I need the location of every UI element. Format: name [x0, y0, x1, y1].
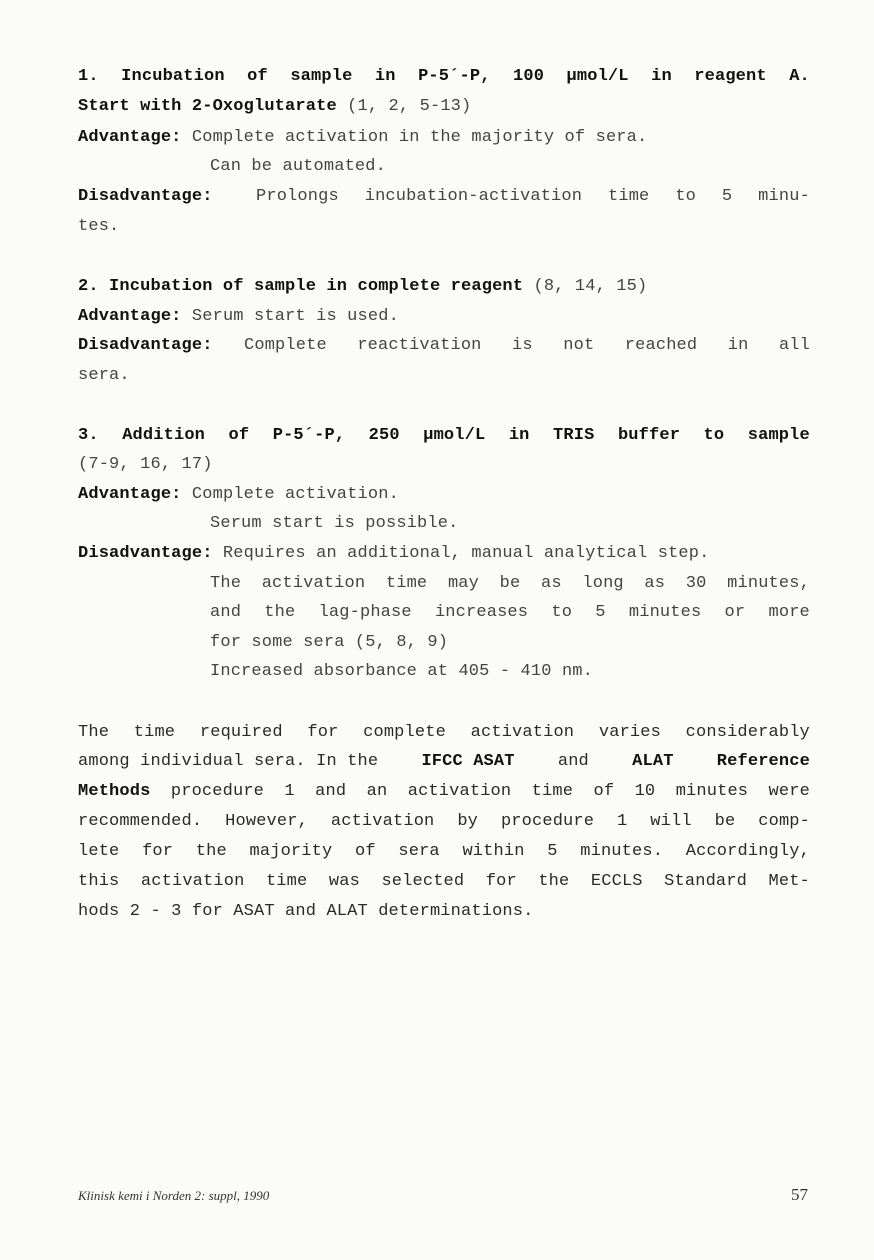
word: for [307, 723, 339, 742]
word: as [644, 574, 666, 593]
section1-advantage [78, 128, 647, 148]
section3-disadvantage-line4: for some sera (5, 8, 9) [210, 633, 449, 652]
paragraph-line5 [78, 842, 810, 862]
journal-citation: Klinisk kemi i Norden 2: suppl, 1990 [78, 1188, 270, 1203]
word: and [210, 603, 242, 622]
section3-disadvantage-line5: Increased absorbance at 405 - 410 nm. [210, 662, 594, 681]
word: P-5´-P, [272, 426, 346, 445]
word: is [512, 336, 533, 355]
word: µmol/L [423, 426, 486, 445]
word: lag-phase [318, 603, 412, 622]
section1-heading-line2 [78, 97, 471, 117]
paragraph-line7: hods 2 - 3 for ASAT and ALAT determinations. [78, 902, 534, 921]
word: 1 [617, 812, 628, 831]
word: of [228, 426, 250, 445]
section2-disadvantage-cont: sera. [78, 366, 130, 385]
word: The [210, 574, 242, 593]
word: However, [225, 812, 308, 831]
word: Complete [244, 336, 327, 355]
word: the [264, 603, 296, 622]
word: ECCLS [590, 872, 643, 891]
paragraph-line4 [78, 812, 810, 832]
disadvantage-label: Disadvantage: [78, 544, 213, 563]
word: 5 [547, 842, 558, 861]
word: as [541, 574, 562, 593]
word: Incubation [121, 67, 225, 86]
word: selected [381, 872, 465, 891]
word: 30 [685, 574, 707, 593]
word: Met- [768, 872, 810, 891]
section1-disadvantage [78, 187, 810, 207]
word: and [315, 782, 347, 801]
word: all [778, 336, 810, 355]
section3-heading-line1 [78, 426, 810, 446]
word: more [768, 603, 810, 622]
reference: Reference [716, 752, 810, 771]
disadvantage-label: Disadvantage: [78, 336, 213, 355]
word: varies [598, 723, 661, 742]
word: the [195, 842, 227, 861]
word: for [142, 842, 174, 861]
word: minutes. [580, 842, 664, 861]
word: P-5´-P, [418, 67, 491, 86]
word: time [133, 723, 176, 742]
word: activation [330, 812, 435, 831]
word: be [714, 812, 736, 831]
word: minutes [628, 603, 702, 622]
section2-heading [78, 277, 647, 297]
word: sera [398, 842, 440, 861]
section2-title: 2. Incubation of sample in complete reagent [78, 277, 524, 296]
section3-disadvantage-line3 [210, 603, 810, 623]
word: increases [434, 603, 529, 622]
word: activation [140, 872, 245, 891]
section1-advantage-line2: Can be automated. [210, 157, 386, 176]
advantage-label: Advantage: [78, 485, 182, 504]
advantage-text: Complete activation. [181, 485, 399, 504]
word: lete [78, 842, 120, 861]
word: of [247, 67, 268, 86]
word: reached [624, 336, 698, 355]
section2-disadvantage [78, 336, 810, 356]
section1-references: (1, 2, 5-13) [336, 97, 472, 116]
disadvantage-text: Requires an additional, manual analytical step. [212, 544, 710, 563]
word: reactivation [357, 336, 482, 355]
section3-disadvantage [78, 544, 709, 564]
disadvantage-text [256, 187, 810, 207]
word: A. [789, 67, 810, 86]
word: in [727, 336, 749, 355]
word: time [385, 574, 428, 593]
word: The [78, 723, 110, 742]
word: for [485, 872, 517, 891]
disadvantage-text [244, 336, 810, 356]
word: 1 [284, 782, 295, 801]
advantage-text: Complete activation in the majority of sera. [181, 128, 648, 147]
section1-start-reagent: Start with 2-Oxoglutarate [78, 97, 337, 116]
word: 5 [721, 187, 733, 206]
word: Addition [122, 426, 206, 445]
word: incubation-activation [364, 187, 583, 206]
word: 250 [368, 426, 400, 445]
word: in [651, 67, 672, 86]
word: procedure [170, 782, 265, 801]
word: of [355, 842, 376, 861]
word: procedure [500, 812, 595, 831]
word: Accordingly, [685, 842, 810, 861]
word: the [538, 872, 570, 891]
word: or [724, 603, 746, 622]
word: in [374, 67, 396, 86]
paragraph-line2 [78, 752, 810, 772]
paragraph-text: among individual sera. In the [78, 752, 379, 771]
section2-references: (8, 14, 15) [523, 277, 648, 296]
word: comp- [758, 812, 810, 831]
word: sample [747, 426, 810, 445]
word: 100 [513, 67, 545, 86]
methods: Methods [78, 782, 151, 801]
paragraph-line6 [78, 872, 810, 892]
section2-advantage [78, 307, 399, 327]
advantage-text: Serum start is used. [181, 307, 399, 326]
section1-heading-line1 [78, 67, 810, 87]
word: of [593, 782, 615, 801]
word: activation [261, 574, 366, 593]
word: within [462, 842, 525, 861]
word: sample [290, 67, 353, 86]
word: be [499, 574, 521, 593]
word: by [457, 812, 479, 831]
section3-advantage [78, 485, 399, 505]
word: was [328, 872, 360, 891]
ifcc-asat: IFCC ASAT [421, 752, 515, 771]
word: TRIS [553, 426, 595, 445]
section3-advantage-line2: Serum start is possible. [210, 514, 459, 533]
word: minutes [675, 782, 749, 801]
word: majority [249, 842, 333, 861]
word: to [551, 603, 573, 622]
word: required [199, 723, 283, 742]
word: may [447, 574, 479, 593]
word: 10 [634, 782, 656, 801]
word: Standard [664, 872, 747, 891]
word: an [366, 782, 388, 801]
word: recommended. [78, 812, 203, 831]
word: to [703, 426, 725, 445]
word: activation [470, 723, 575, 742]
paragraph-line1 [78, 723, 810, 743]
word: this [78, 872, 120, 891]
word: were [768, 782, 810, 801]
word: reagent [694, 67, 767, 86]
word: will [650, 812, 692, 831]
word: buffer [617, 426, 681, 445]
word: µmol/L [566, 67, 629, 86]
word: time [531, 782, 574, 801]
word: activation [407, 782, 512, 801]
word: time [608, 187, 650, 206]
section3-disadvantage-line2 [210, 574, 810, 594]
section1-disadvantage-cont: tes. [78, 217, 120, 236]
disadvantage-label: Disadvantage: [78, 187, 213, 206]
section3-references: (7-9, 16, 17) [78, 455, 213, 474]
word: minutes, [727, 574, 810, 593]
word: complete [363, 723, 446, 742]
word: in [508, 426, 530, 445]
word: time [265, 872, 308, 891]
word: 3. [78, 426, 99, 445]
word: long [582, 574, 624, 593]
paragraph-and: and [557, 752, 589, 771]
word: to [675, 187, 697, 206]
word: considerably [685, 723, 810, 742]
advantage-label: Advantage: [78, 128, 182, 147]
alat: ALAT [632, 752, 674, 771]
word: 1. [78, 67, 99, 86]
paragraph-line3 [78, 782, 810, 802]
word: minu- [758, 187, 810, 206]
advantage-label: Advantage: [78, 307, 182, 326]
word: 5 [595, 603, 606, 622]
word: Prolongs [256, 187, 339, 206]
word: not [563, 336, 595, 355]
page-number: 57 [791, 1185, 808, 1204]
